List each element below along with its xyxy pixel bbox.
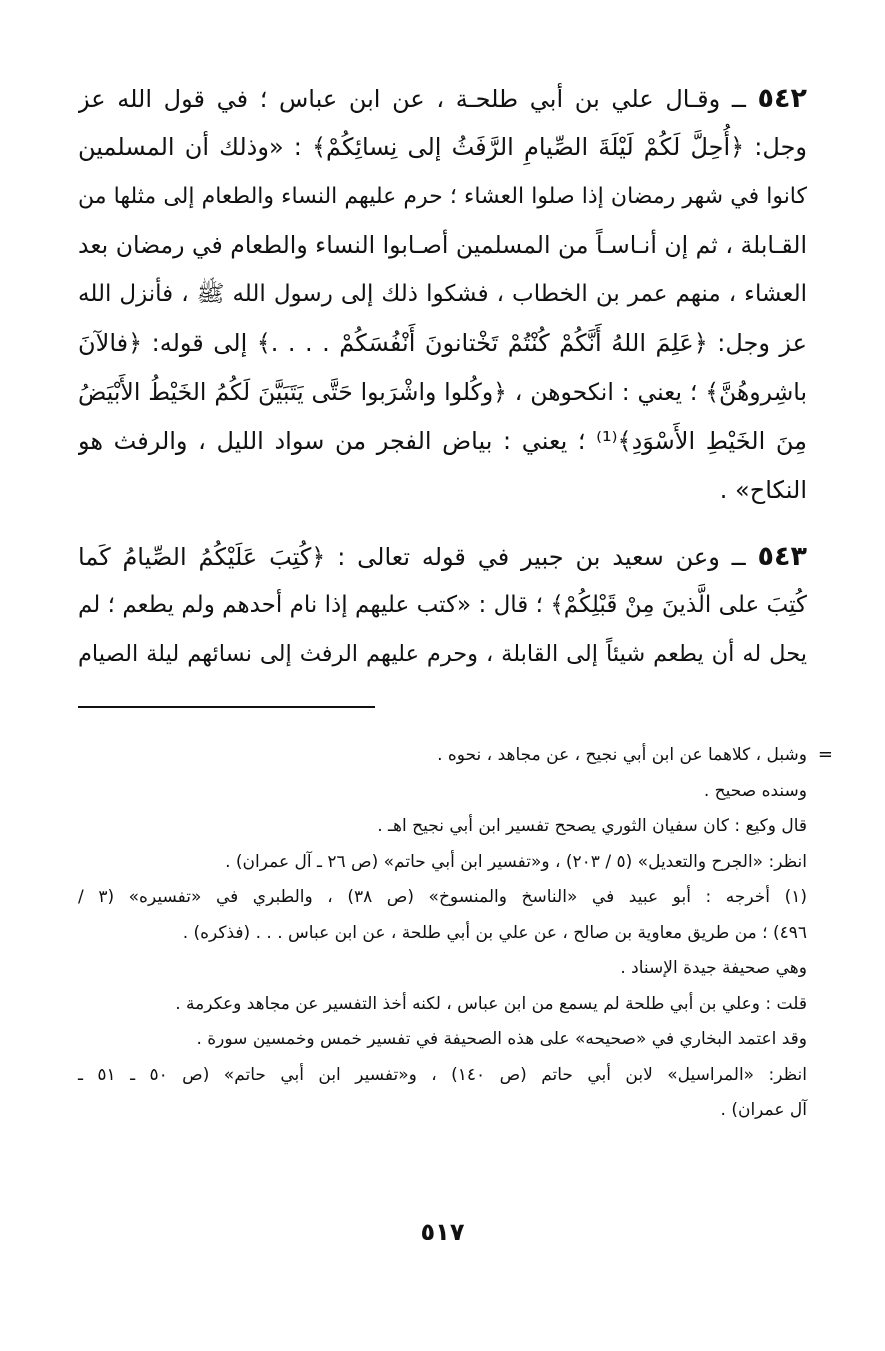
paragraph-542-line-9: النكاح» . xyxy=(719,476,807,504)
paragraph-543-line-1: ٥٤٣ ــ وعن سعيد بن جبير في قوله تعالى : ﴿كُتِبَ عَلَيْكُمُ الصِّيامُ كَما xyxy=(78,541,807,572)
paragraph-542-line-3: كانوا في شهر رمضان إذا صلوا العشاء ؛ حرم عليهم النساء والطعام إلى مثلها من xyxy=(78,184,807,209)
paragraph-542-line-5: العشاء ، منهم عمر بن الخطاب ، فشكوا ذلك إلى رسول الله ﷺ ، فأنزل الله xyxy=(78,281,807,307)
paragraph-542-line-2: وجل: ﴿أُحِلَّ لَكُمْ لَيْلَةَ الصِّيامِ الرَّفَثُ إلى نِسائِكُمْ﴾ : «وذلك أن المسلمين xyxy=(78,133,807,161)
paragraph-number: ٥٤٣ xyxy=(757,541,807,572)
footnote-line: وهي صحيفة جيدة الإسناد . xyxy=(620,958,807,978)
footnote-line: وشبل ، كلاهما عن ابن أبي نجيح ، عن مجاهد ، نحوه . xyxy=(437,745,807,765)
paragraph-542-line-8: مِنَ الخَيْطِ الأَسْوَدِ﴾⁽¹⁾ ؛ يعني : بياض الفجر من سواد الليل ، والرفث هو xyxy=(78,427,807,455)
footnotes xyxy=(78,738,807,1129)
footnote-line: انظر: «المراسيل» لابن أبي حاتم (ص ١٤٠) ، و«تفسير ابن أبي حاتم» (ص ٥٠ ـ ٥١ ـ xyxy=(78,1064,808,1085)
footnote-line: وقد اعتمد البخاري في «صحيحه» على هذه الصحيفة في تفسير خمس وخمسين سورة . xyxy=(196,1029,807,1049)
footnote-line: وسنده صحيح . xyxy=(703,780,807,801)
footnote-line: ٤٩٦) ؛ من طريق معاوية بن صالح ، عن علي بن أبي طلحة ، عن ابن عباس . . . (فذكره) . xyxy=(182,922,807,943)
paragraph-number: ٥٤٢ xyxy=(757,83,807,114)
paragraph-542-line-4: القـابلة ، ثم إن أنـاسـاً من المسلمين أصـابوا النساء والطعام في رمضان بعد xyxy=(78,231,807,259)
main-text xyxy=(78,74,807,679)
footnote-line: قال وكيع : كان سفيان الثوري يصحح تفسير ابن أبي نجيح اهـ . xyxy=(377,816,807,836)
footnote-line: (١) أخرجه : أبو عبيد في «الناسخ والمنسوخ» (ص ٣٨) ، والطبري في «تفسيره» (٣ / xyxy=(78,887,808,907)
footnote-line: قلت : وعلي بن أبي طلحة لم يسمع من ابن عباس ، لكنه أخذ التفسير عن مجاهد وعكرمة . xyxy=(175,993,807,1014)
footnote-line: انظر: «الجرح والتعديل» (٥ / ٢٠٣) ، و«تفسير ابن أبي حاتم» (ص ٢٦ ـ آل عمران) . xyxy=(225,851,807,872)
paragraph-543-line-3: يحل له أن يطعم شيئاً إلى القابلة ، وحرم عليهم الرفث إلى نسائهم ليلة الصيام xyxy=(78,641,807,667)
footnote-line: آل عمران) . xyxy=(720,1100,807,1120)
paragraph-543-line-2: كُتِبَ على الَّذينَ مِنْ قَبْلِكُمْ﴾ ؛ قال : «كتب عليهم إذا نام أحدهم ولم يطعم ؛ لم xyxy=(78,592,807,618)
footnote-separator xyxy=(78,706,375,708)
paragraph-542-line-6: عز وجل: ﴿عَلِمَ اللهُ أَنَّكُمْ كُنْتُمْ تَخْتانونَ أَنْفُسَكُمْ . . . .﴾ إلى قوله: ﴿فالآنَ xyxy=(78,329,807,357)
paragraph-542-line-1: ٥٤٢ ــ وقـال علي بن أبي طلحـة ، عن ابن عباس ؛ في قول الله عز xyxy=(78,83,807,114)
page-number: ٥١٧ xyxy=(420,1218,465,1246)
paragraph-542-line-7: باشِروهُنَّ﴾ ؛ يعني : انكحوهن ، ﴿وكُلوا واشْرَبوا حَتَّى يَتَبَيَّنَ لَكُمُ الخَيْطُ الأَبْيَضُ xyxy=(78,378,807,406)
continuation-mark: = xyxy=(817,744,833,765)
